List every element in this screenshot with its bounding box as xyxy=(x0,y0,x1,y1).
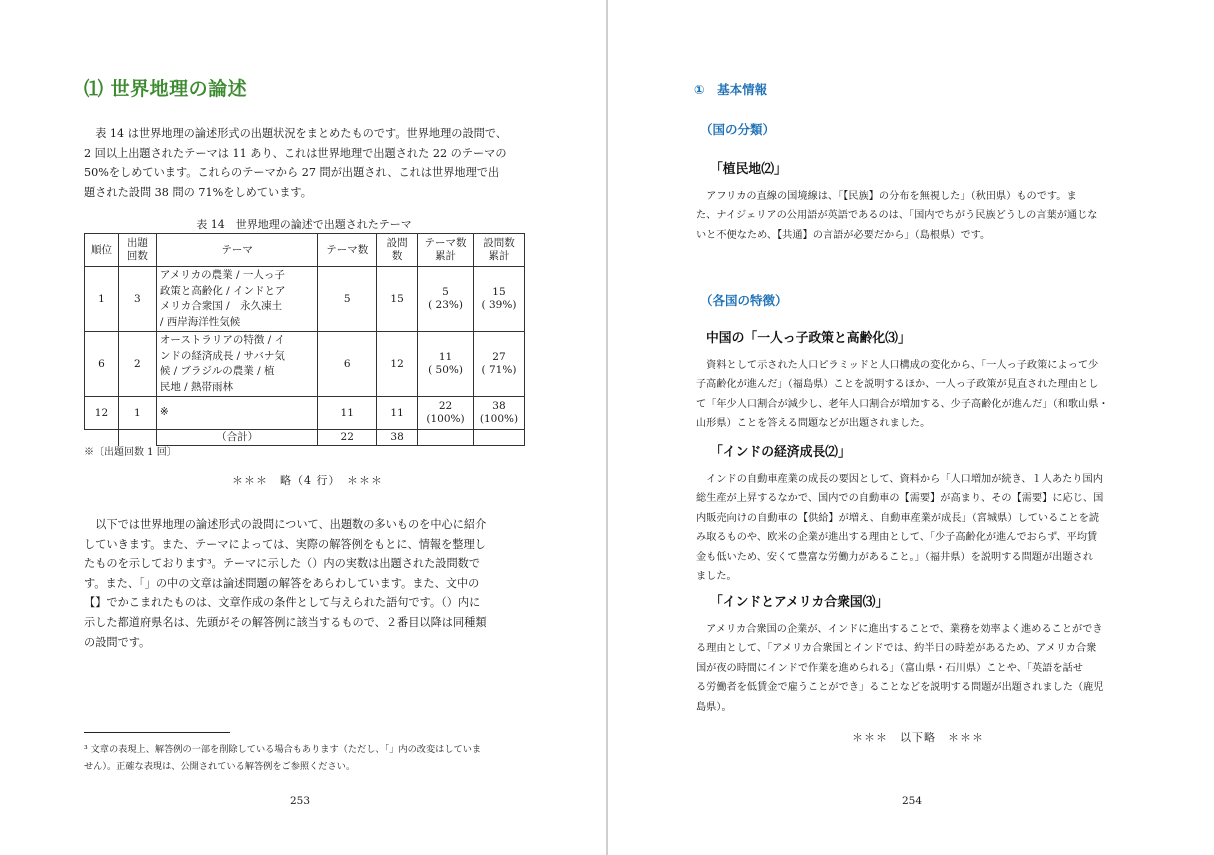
cum-percent: ( 39%) xyxy=(481,299,517,311)
theme-line: 候 / ブラジルの農業 / 植 xyxy=(159,365,275,377)
theme-line: アメリカの農業 / 一人っ子 xyxy=(159,269,285,281)
table-row xyxy=(85,267,525,332)
cum-percent: (100%) xyxy=(479,413,519,425)
question-cumulative-cell xyxy=(473,397,524,430)
empty-cell xyxy=(418,430,474,446)
table-header-row xyxy=(85,234,525,267)
question-cumulative-cell xyxy=(473,332,524,397)
paragraph-line: 資料として示された人口ピラミッドと人口構成の変化から、「一人っ子政策によって少 xyxy=(696,360,1099,371)
paragraph-line: 子高齢化が進んだ」（福島県）ことを説明するほか、一人っ子政策が見直された理由とし xyxy=(696,379,1099,391)
cum-value: 22 xyxy=(438,400,453,412)
body-line: たものを示しております³。テーマに示した（）内の実数は出題された設問数で xyxy=(84,557,481,571)
table-row xyxy=(85,397,525,430)
paragraph-line: アメリカ合衆国の企業が、インドに進出することで、業務を効率よく進めることができ xyxy=(696,624,1103,635)
theme-line: メリカ合衆国 / 永久凍土 xyxy=(159,300,283,312)
body-line: 【】でかこまれたものは、文章作成の条件として与えられた語句です。（）内に xyxy=(84,596,481,610)
body-paragraph xyxy=(84,515,487,652)
count-cell: 2 xyxy=(118,332,156,397)
footnote-divider xyxy=(84,732,230,733)
intro-line: 表 14 は世界地理の論述形式の出題状況をまとめたものです。世界地理の設問で、 xyxy=(84,127,507,140)
footnote xyxy=(84,741,481,775)
question-count-cell: 15 xyxy=(377,267,418,332)
footnote-line: せん）。正確な表現は、公開されている解答例をご参照ください。 xyxy=(84,761,356,772)
paragraph-line: 金も低いため、安くて豊富な労働力があること。」（福井県）を説明する問題が出題され xyxy=(696,551,1093,563)
theme-cell: ※ xyxy=(156,397,317,430)
paragraph-line: み取るものや、欧米の企業が進出する理由として、「少子高齢化が進んでおらず、平均賃 xyxy=(696,532,1098,544)
paragraph-india-growth xyxy=(696,470,1103,586)
paragraph-line: いと不便なため、【共通】の言語が必要だから」（島根県）です。 xyxy=(696,229,991,241)
header-cell: テーマ数 xyxy=(318,234,377,267)
body-line: の設問です。 xyxy=(84,635,151,649)
paragraph-one-child-policy xyxy=(696,356,1109,434)
question-count-cell: 11 xyxy=(377,397,418,430)
page-number: 254 xyxy=(902,795,923,807)
cum-value: 5 xyxy=(442,286,449,298)
header-cell: 出題 回数 xyxy=(118,234,156,267)
intro-line: 2 回以上出題されたテーマは 11 あり、これは世界地理で出題された 22 のテーマの xyxy=(84,146,507,160)
cum-percent: ( 23%) xyxy=(428,299,463,311)
cum-percent: (100%) xyxy=(426,413,465,425)
cum-percent: ( 71%) xyxy=(481,364,517,376)
cum-percent: ( 50%) xyxy=(428,364,463,376)
theme-cumulative-cell xyxy=(418,332,474,397)
header-cell: 順位 xyxy=(85,234,119,267)
page-number: 253 xyxy=(290,795,311,807)
rank-cell: 12 xyxy=(85,397,119,430)
table-note: ※〔出題回数 1 回〕 xyxy=(84,447,177,458)
omission-mark: ＊＊＊ 略（4 行） ＊＊＊ xyxy=(232,474,383,487)
paragraph-line: 総生産が上昇するなかで、国内での自動車の【需要】が高まり、その【需要】に応じ、国 xyxy=(696,493,1104,505)
theme-line: ンドの経済成長 / サバナ気 xyxy=(159,349,285,362)
table-caption: 表 14 世界地理の論述で出題されたテーマ xyxy=(196,218,412,231)
cum-value: 27 xyxy=(492,351,506,363)
body-line: 示した都道府県名は、先頭がその解答例に該当するもので、２番目以降は同種類 xyxy=(84,615,487,629)
theme-line: 政策と高齢化 / インドとア xyxy=(159,284,286,297)
rank-cell: 1 xyxy=(85,267,119,332)
total-label-cell: （合計） xyxy=(156,430,317,446)
topic-india-usa: 「インドとアメリカ合衆国⑶」 xyxy=(710,595,889,610)
header-cell: テーマ数 累計 xyxy=(418,234,474,267)
theme-cell xyxy=(156,267,317,332)
intro-line: 題された設問 38 問の 71%をしめています。 xyxy=(84,185,312,199)
subheading-country-features: （各国の特徴） xyxy=(700,293,788,308)
paragraph-colonies xyxy=(696,187,1097,245)
topic-one-child-policy: 中国の「一人っ子政策と高齢化⑶」 xyxy=(706,331,911,346)
theme-line: / 西岸海洋性気候 xyxy=(159,315,241,328)
empty-cell xyxy=(473,430,524,446)
total-themes-cell: 22 xyxy=(318,430,377,446)
paragraph-line: て「年少人口割合が減少し、老年人口割合が増加する、少子高齢化が進んだ」（和歌山県・ xyxy=(696,398,1109,410)
paragraph-line: 山形県）ことを答える問題などが出題されました。 xyxy=(696,418,931,430)
paragraph-line: 島県）。 xyxy=(696,701,732,713)
paragraph-india-usa xyxy=(696,620,1104,717)
intro-line: 50%をしめています。これらのテーマから 27 問が出題され、これは世界地理で出 xyxy=(84,166,500,180)
theme-count-cell: 6 xyxy=(318,332,377,397)
question-count-cell: 12 xyxy=(377,332,418,397)
cum-value: 15 xyxy=(492,286,506,298)
theme-count-cell: 11 xyxy=(318,397,377,430)
paragraph-line: た、ナイジェリアの公用語が英語であるのは、「国内でちがう民族どうしの言葉が通じな xyxy=(696,210,1098,222)
paragraph-line: ました。 xyxy=(696,571,737,583)
theme-table xyxy=(84,233,525,446)
subheading-country-classification: （国の分類） xyxy=(700,122,776,137)
paragraph-line: インドの自動車産業の成長の要因として、資料から「人口増加が続き、１人あたり国内 xyxy=(696,474,1103,485)
topic-india-growth: 「インドの経済成長⑵」 xyxy=(710,445,851,460)
topic-colonies: 「植民地⑵」 xyxy=(710,162,787,177)
theme-cumulative-cell xyxy=(418,397,474,430)
body-line: していきます。また、テーマによっては、実際の解答例をもとに、情報を整理し xyxy=(84,537,486,551)
header-cell: 設問数 累計 xyxy=(473,234,524,267)
body-line: す。また、「」の中の文章は論述問題の解答をあらわしています。また、文中の xyxy=(84,576,480,590)
section-heading: ① 基本情報 xyxy=(694,82,768,97)
count-cell: 1 xyxy=(118,397,156,430)
theme-cumulative-cell xyxy=(418,267,474,332)
question-cumulative-cell xyxy=(473,267,524,332)
intro-paragraph xyxy=(84,124,507,202)
paragraph-line: 内販売向けの自動車の【供給】が増え、自動車産業が成長」（宮城県）していることを読 xyxy=(696,512,1100,524)
cum-value: 38 xyxy=(492,400,506,412)
total-questions-cell: 38 xyxy=(377,430,418,446)
theme-cell xyxy=(156,332,317,397)
paragraph-line: る労働者を低賃金で雇うことができ」ることなどを説明する問題が出題されました（鹿児 xyxy=(696,682,1104,694)
paragraph-line: アフリカの直線の国境線は、「【民族】の分布を無視した」（秋田県）ものです。ま xyxy=(696,191,1077,202)
cum-value: 11 xyxy=(438,351,453,363)
footnote-line: ³ 文章の表現上、解答例の一部を削除している場合もあります（ただし、「」内の改変はしていま xyxy=(84,744,482,755)
header-cell: テーマ xyxy=(156,234,317,267)
rank-cell: 6 xyxy=(85,332,119,397)
theme-count-cell: 5 xyxy=(318,267,377,332)
theme-line: オーストラリアの特徴 / イ xyxy=(159,334,286,346)
omission-mark: ＊＊＊ 以下略 ＊＊＊ xyxy=(852,731,984,744)
paragraph-line: る理由として、「アメリカ合衆国とインドでは、約半日の時差があるため、アメリカ合衆 xyxy=(696,643,1097,655)
theme-line: 民地 / 熱帯雨林 xyxy=(159,380,234,393)
section-title: ⑴ 世界地理の論述 xyxy=(84,78,248,100)
table-row xyxy=(85,332,525,397)
paragraph-line: 国が夜の時間にインドで作業を進められる」（富山県・石川県）ことや、「英語を話せ xyxy=(696,662,1083,674)
count-cell: 3 xyxy=(118,267,156,332)
body-line: 以下では世界地理の論述形式の設問について、出題数の多いものを中心に紹介 xyxy=(84,518,487,531)
header-cell: 設問 数 xyxy=(377,234,418,267)
